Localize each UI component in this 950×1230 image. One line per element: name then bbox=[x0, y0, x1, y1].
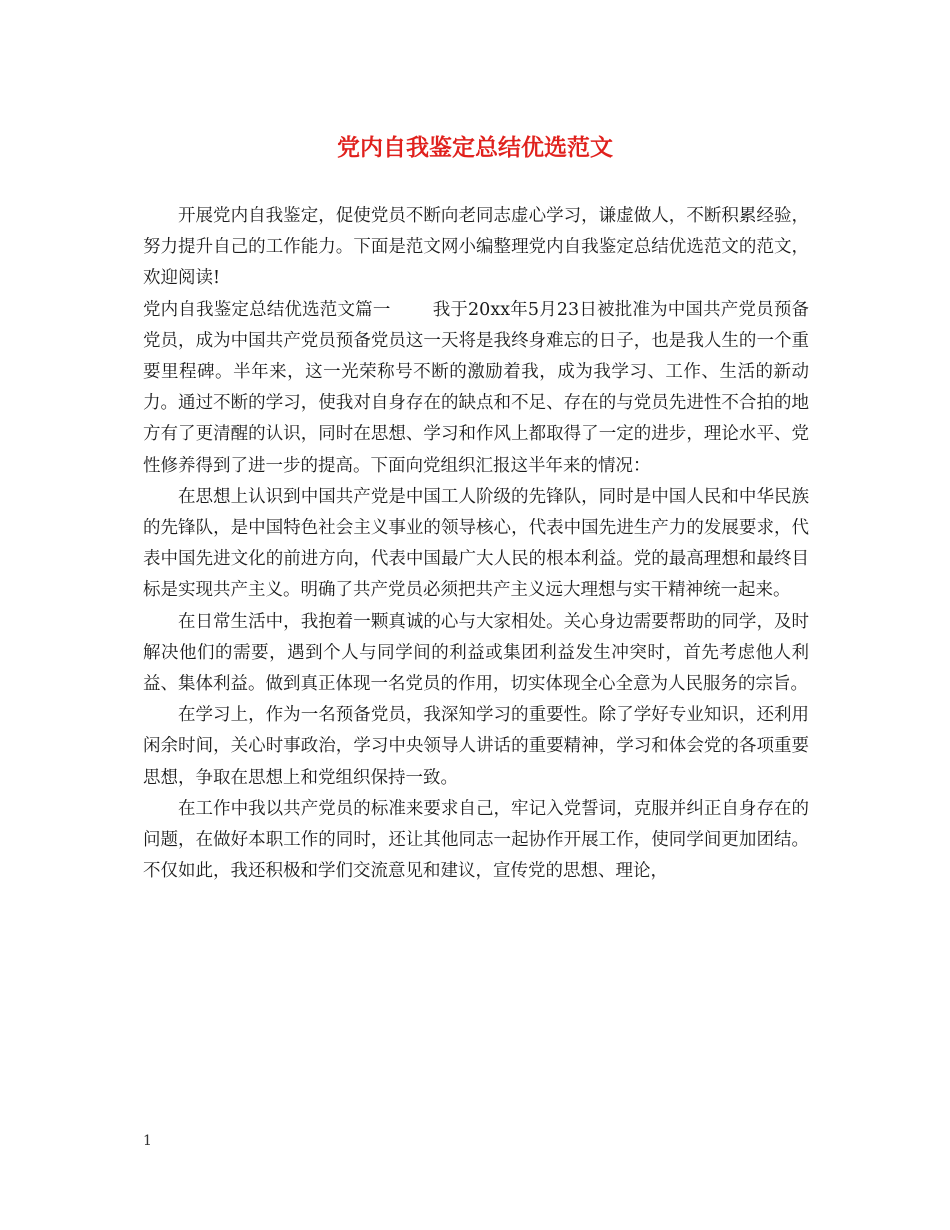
document-title: 党内自我鉴定总结优选范文 bbox=[337, 134, 613, 161]
section-lead-text: 我于20xx年5月23日被批准为中国共产党员预备党员，成为中国共产党员预备党员这一天将是我终身难忘的日子，也是我人生的一个重要里程碑。半年来，这一光荣称号不断的激励着我，成为我学习、工作、生活的新动力。通过不断的学习，使我对自身存在的缺点和不足、存在的与党员先进性不合拍的地方有了更清醒的认识，同时在思想、学习和作风上都取得了一定的进步，理论水平、党性修养得到了进一步的提高。下面向党组织汇报这半年来的情况： bbox=[143, 299, 809, 476]
intro-paragraph: 开展党内自我鉴定，促使党员不断向老同志虚心学习，谦虚做人，不断积累经验，努力提升自己的工作能力。下面是范文网小编整理党内自我鉴定总结优选范文的范文，欢迎阅读! bbox=[143, 206, 809, 289]
page-number: 1 bbox=[143, 1133, 152, 1149]
section-heading: 党内自我鉴定总结优选范文篇一 bbox=[143, 299, 391, 320]
document-body bbox=[143, 201, 809, 887]
body-paragraph-4: 在工作中我以共产党员的标准来要求自己，牢记入党誓词，克服并纠正自身存在的问题，在做好本职工作的同时，还让其他同志一起协作开展工作，使同学间更加团结。不仅如此，我还积极和学们交流意见和建议，宣传党的思想、理论， bbox=[143, 798, 809, 882]
body-paragraph-3: 在学习上，作为一名预备党员，我深知学习的重要性。除了学好专业知识，还利用闲余时间，关心时事政治，学习中央领导人讲话的重要精神，学习和体会党的各项重要思想，争取在思想上和党组织保持一致。 bbox=[143, 705, 809, 788]
body-paragraph-2: 在日常生活中，我抱着一颗真诚的心与大家相处。关心身边需要帮助的同学，及时解决他们的需要，遇到个人与同学间的利益或集团利益发生冲突时，首先考虑他人利益、集体利益。做到真正体现一名党员的作用，切实体现全心全意为人民服务的宗旨。 bbox=[143, 611, 809, 695]
body-paragraph-1: 在思想上认识到中国共产党是中国工人阶级的先锋队，同时是中国人民和中华民族的先锋队，是中国特色社会主义事业的领导核心，代表中国先进生产力的发展要求，代表中国先进文化的前进方向，代表中国最广大人民的根本利益。党的最高理想和最终目标是实现共产主义。明确了共产党员必须把共产主义远大理想与实干精神统一起来。 bbox=[143, 486, 809, 601]
section-paragraph bbox=[143, 295, 809, 482]
